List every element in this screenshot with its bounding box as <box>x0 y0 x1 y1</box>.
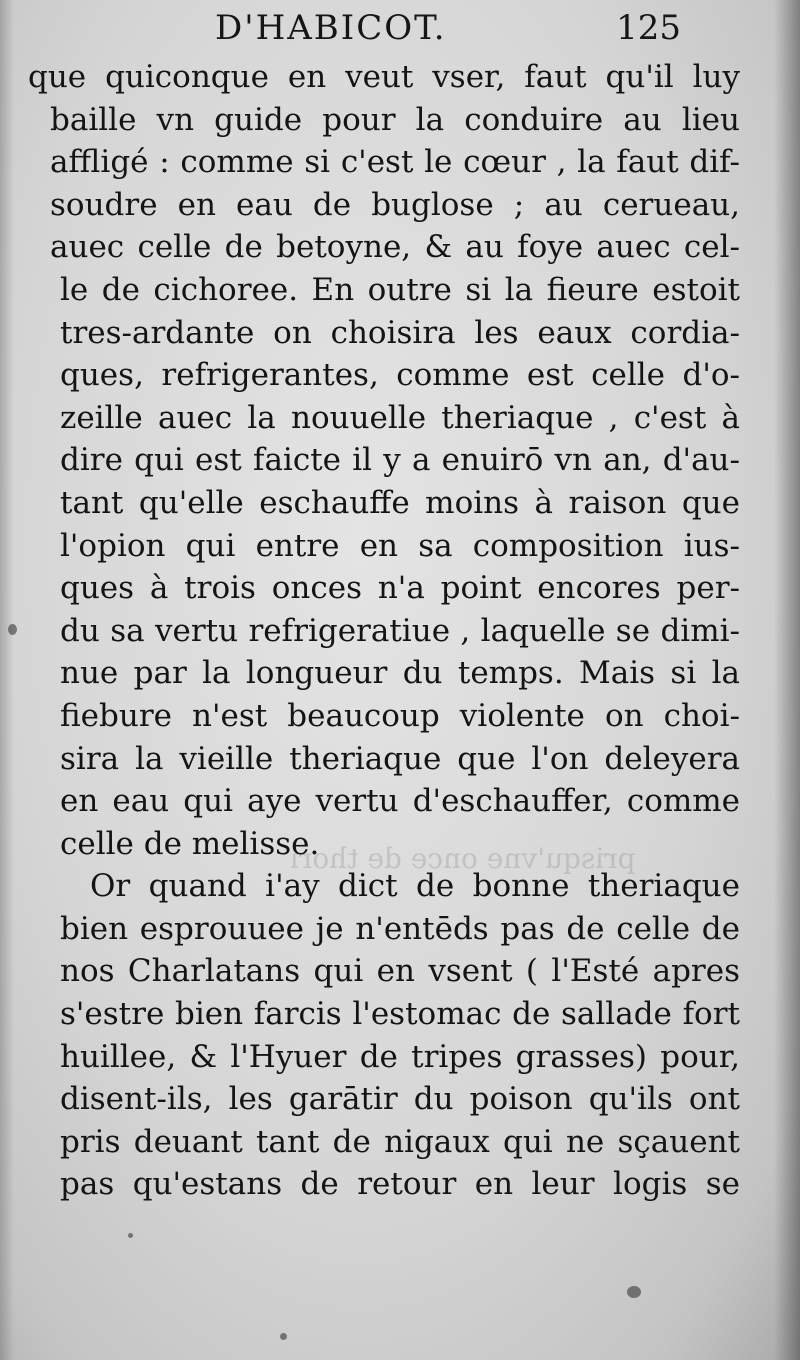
ink-spot <box>8 624 17 635</box>
text-line: tant qu'elle eschauffe moins à raison que <box>60 484 740 521</box>
text-line: bien esprouuee je n'entēds pas de celle de <box>60 910 740 947</box>
text-line: l'opion qui entre en sa composition ius- <box>60 527 740 564</box>
text-line: baille vn guide pour la conduire au lieu <box>50 101 740 138</box>
page-left-shadow <box>0 0 14 1360</box>
text-line: tres-ardante on choisira les eaux cordia- <box>60 314 740 351</box>
text-line: nue par la longueur du temps. Mais si la <box>60 655 740 692</box>
show-through-text: prisqu'vne once de thori <box>290 842 636 875</box>
page-header <box>215 8 695 52</box>
paragraph-start-line: Or quand i'ay dict de bonne theriaque <box>90 868 740 905</box>
text-line: zeille auec la nouuelle theriaque , c'est à <box>60 399 740 436</box>
text-line: nos Charlatans qui en vsent ( l'Esté apres <box>60 953 740 990</box>
page-right-shadow <box>774 0 800 1360</box>
body-text <box>20 56 740 1206</box>
text-line: auec celle de betoyne, & au foye auec cel- <box>50 229 740 266</box>
text-line: que quiconque en veut vser, faut qu'il luy <box>28 59 740 95</box>
text-line: pas qu'estans de retour en leur logis se <box>60 1166 740 1203</box>
page-number: 125 <box>616 8 681 48</box>
text-line: celle de melisse. <box>60 825 320 862</box>
text-line: du sa vertu refrigeratiue , laquelle se dimi- <box>60 612 740 649</box>
ink-spot <box>128 1233 133 1238</box>
text-line: huillee, & l'Hyuer de tripes grasses) pour, <box>60 1038 740 1075</box>
text-line: affligé : comme si c'est le cœur , la faut dif- <box>50 144 740 181</box>
running-title: D'HABICOT. <box>215 8 447 48</box>
text-line: s'estre bien farcis l'estomac de sallade fort <box>60 996 740 1033</box>
text-line: ques, refrigerantes, comme est celle d'o- <box>60 357 740 394</box>
text-line: soudre en eau de buglose ; au cerueau, <box>50 186 740 223</box>
text-line: dire qui est faicte il y a enuirō vn an, d'au- <box>60 442 740 479</box>
text-line: en eau qui aye vertu d'eschauffer, comme <box>60 783 740 820</box>
ink-spot <box>280 1333 287 1340</box>
text-line: fiebure n'est beaucoup violente on choi- <box>60 697 740 734</box>
ink-spot <box>627 1286 641 1298</box>
text-line: disent-ils, les garātir du poison qu'ils ont <box>60 1081 740 1118</box>
text-line: sira la vieille theriaque que l'on deleyera <box>60 740 740 777</box>
text-line: pris deuant tant de nigaux qui ne sçauent <box>60 1123 740 1160</box>
text-line: ques à trois onces n'a point encores per- <box>60 570 740 607</box>
text-line: le de cichoree. En outre si la fieure estoit <box>60 271 740 308</box>
